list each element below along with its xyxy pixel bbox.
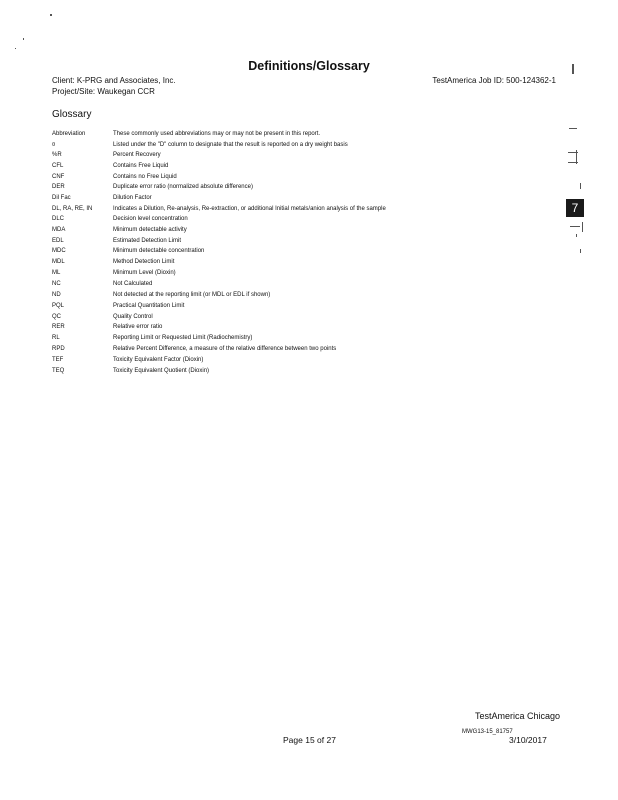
glossary-desc: Relative Percent Difference, a measure of the relative difference between two points xyxy=(113,346,337,352)
page-title: Definitions/Glossary xyxy=(248,59,370,73)
glossary-desc: Minimum Level (Dioxin) xyxy=(113,270,176,276)
glossary-desc: Method Detection Limit xyxy=(113,259,175,265)
glossary-abbr: TEF xyxy=(52,357,64,363)
glossary-desc: Relative error ratio xyxy=(113,324,163,330)
scan-edge-mark xyxy=(576,234,577,237)
scan-speck xyxy=(50,14,52,16)
glossary-abbr: %R xyxy=(52,152,62,158)
scan-speck xyxy=(15,48,16,49)
glossary-desc: Decision level concentration xyxy=(113,216,188,222)
glossary-desc: Practical Quantitation Limit xyxy=(113,303,185,309)
glossary-desc: Minimum detectable activity xyxy=(113,227,187,233)
glossary-abbr: DLC xyxy=(52,216,65,222)
glossary-abbr: PQL xyxy=(52,303,65,309)
glossary-desc: Contains Free Liquid xyxy=(113,163,169,169)
lab-name: TestAmerica Chicago xyxy=(475,711,561,721)
glossary-desc: Duplicate error ratio (normalized absolute difference) xyxy=(113,184,253,190)
glossary-desc: Minimum detectable concentration xyxy=(113,248,205,254)
glossary-abbr: RL xyxy=(52,335,60,341)
glossary-desc: Estimated Detection Limit xyxy=(113,238,182,244)
scan-edge-mark xyxy=(572,64,574,74)
glossary-abbr: CNF xyxy=(52,174,65,180)
glossary-abbr: CFL xyxy=(52,163,64,169)
glossary-desc: Percent Recovery xyxy=(113,152,161,158)
glossary-abbr: DER xyxy=(52,184,65,190)
glossary-desc: Quality Control xyxy=(113,314,153,320)
glossary-desc: Contains no Free Liquid xyxy=(113,174,177,180)
glossary-desc: Toxicity Equivalent Quotient (Dioxin) xyxy=(113,368,210,374)
glossary-abbr: MDA xyxy=(52,227,66,233)
glossary-abbr: QC xyxy=(52,314,61,320)
scan-edge-mark xyxy=(569,128,577,129)
glossary-abbr: NC xyxy=(52,281,61,287)
glossary-desc: These commonly used abbreviations may or may not be present in this report. xyxy=(113,131,321,137)
document-code: MWG13-15_81757 xyxy=(462,729,513,735)
glossary-desc: Listed under the "D" column to designate that the result is reported on a dry weight basis xyxy=(113,142,348,148)
glossary-abbr: MDL xyxy=(52,259,65,265)
glossary-desc: Toxicity Equivalent Factor (Dioxin) xyxy=(113,357,204,363)
job-id: TestAmerica Job ID: 500-124362-1 xyxy=(432,76,556,85)
glossary-desc: Dilution Factor xyxy=(113,195,152,201)
glossary-abbr: TEQ xyxy=(52,368,65,374)
glossary-abbr: DL, RA, RE, IN xyxy=(52,206,93,212)
scan-edge-mark xyxy=(582,222,583,232)
glossary-abbr: MDC xyxy=(52,248,66,254)
project-site-line: Project/Site: Waukegan CCR xyxy=(52,87,155,96)
glossary-abbr: ¤ xyxy=(52,142,56,148)
glossary-abbr: RER xyxy=(52,324,65,330)
glossary-abbr: ML xyxy=(52,270,61,276)
glossary-abbr: Dil Fac xyxy=(52,195,71,201)
glossary-abbr: RPD xyxy=(52,346,65,352)
report-date: 3/10/2017 xyxy=(509,735,547,745)
scan-edge-mark xyxy=(580,183,581,189)
client-line: Client: K-PRG and Associates, Inc. xyxy=(52,76,176,85)
glossary-abbr: Abbreviation xyxy=(52,131,86,137)
glossary-desc: Reporting Limit or Requested Limit (Radiochemistry) xyxy=(113,335,253,341)
glossary-abbr: EDL xyxy=(52,238,64,244)
scan-edge-mark xyxy=(570,226,580,227)
glossary-desc: Not Calculated xyxy=(113,281,153,287)
scan-speck xyxy=(23,38,24,40)
scan-edge-mark xyxy=(580,249,581,253)
glossary-desc: Indicates a Dilution, Re-analysis, Re-extraction, or additional Initial metals/anion analysis of the sample xyxy=(113,206,386,212)
section-tab-badge: 7 xyxy=(566,199,584,217)
glossary-heading: Glossary xyxy=(52,109,92,120)
page-number: Page 15 of 27 xyxy=(283,735,336,745)
glossary-desc: Not detected at the reporting limit (or MDL or EDL if shown) xyxy=(113,292,271,298)
scan-edge-mark xyxy=(568,162,578,163)
glossary-abbr: ND xyxy=(52,292,61,298)
